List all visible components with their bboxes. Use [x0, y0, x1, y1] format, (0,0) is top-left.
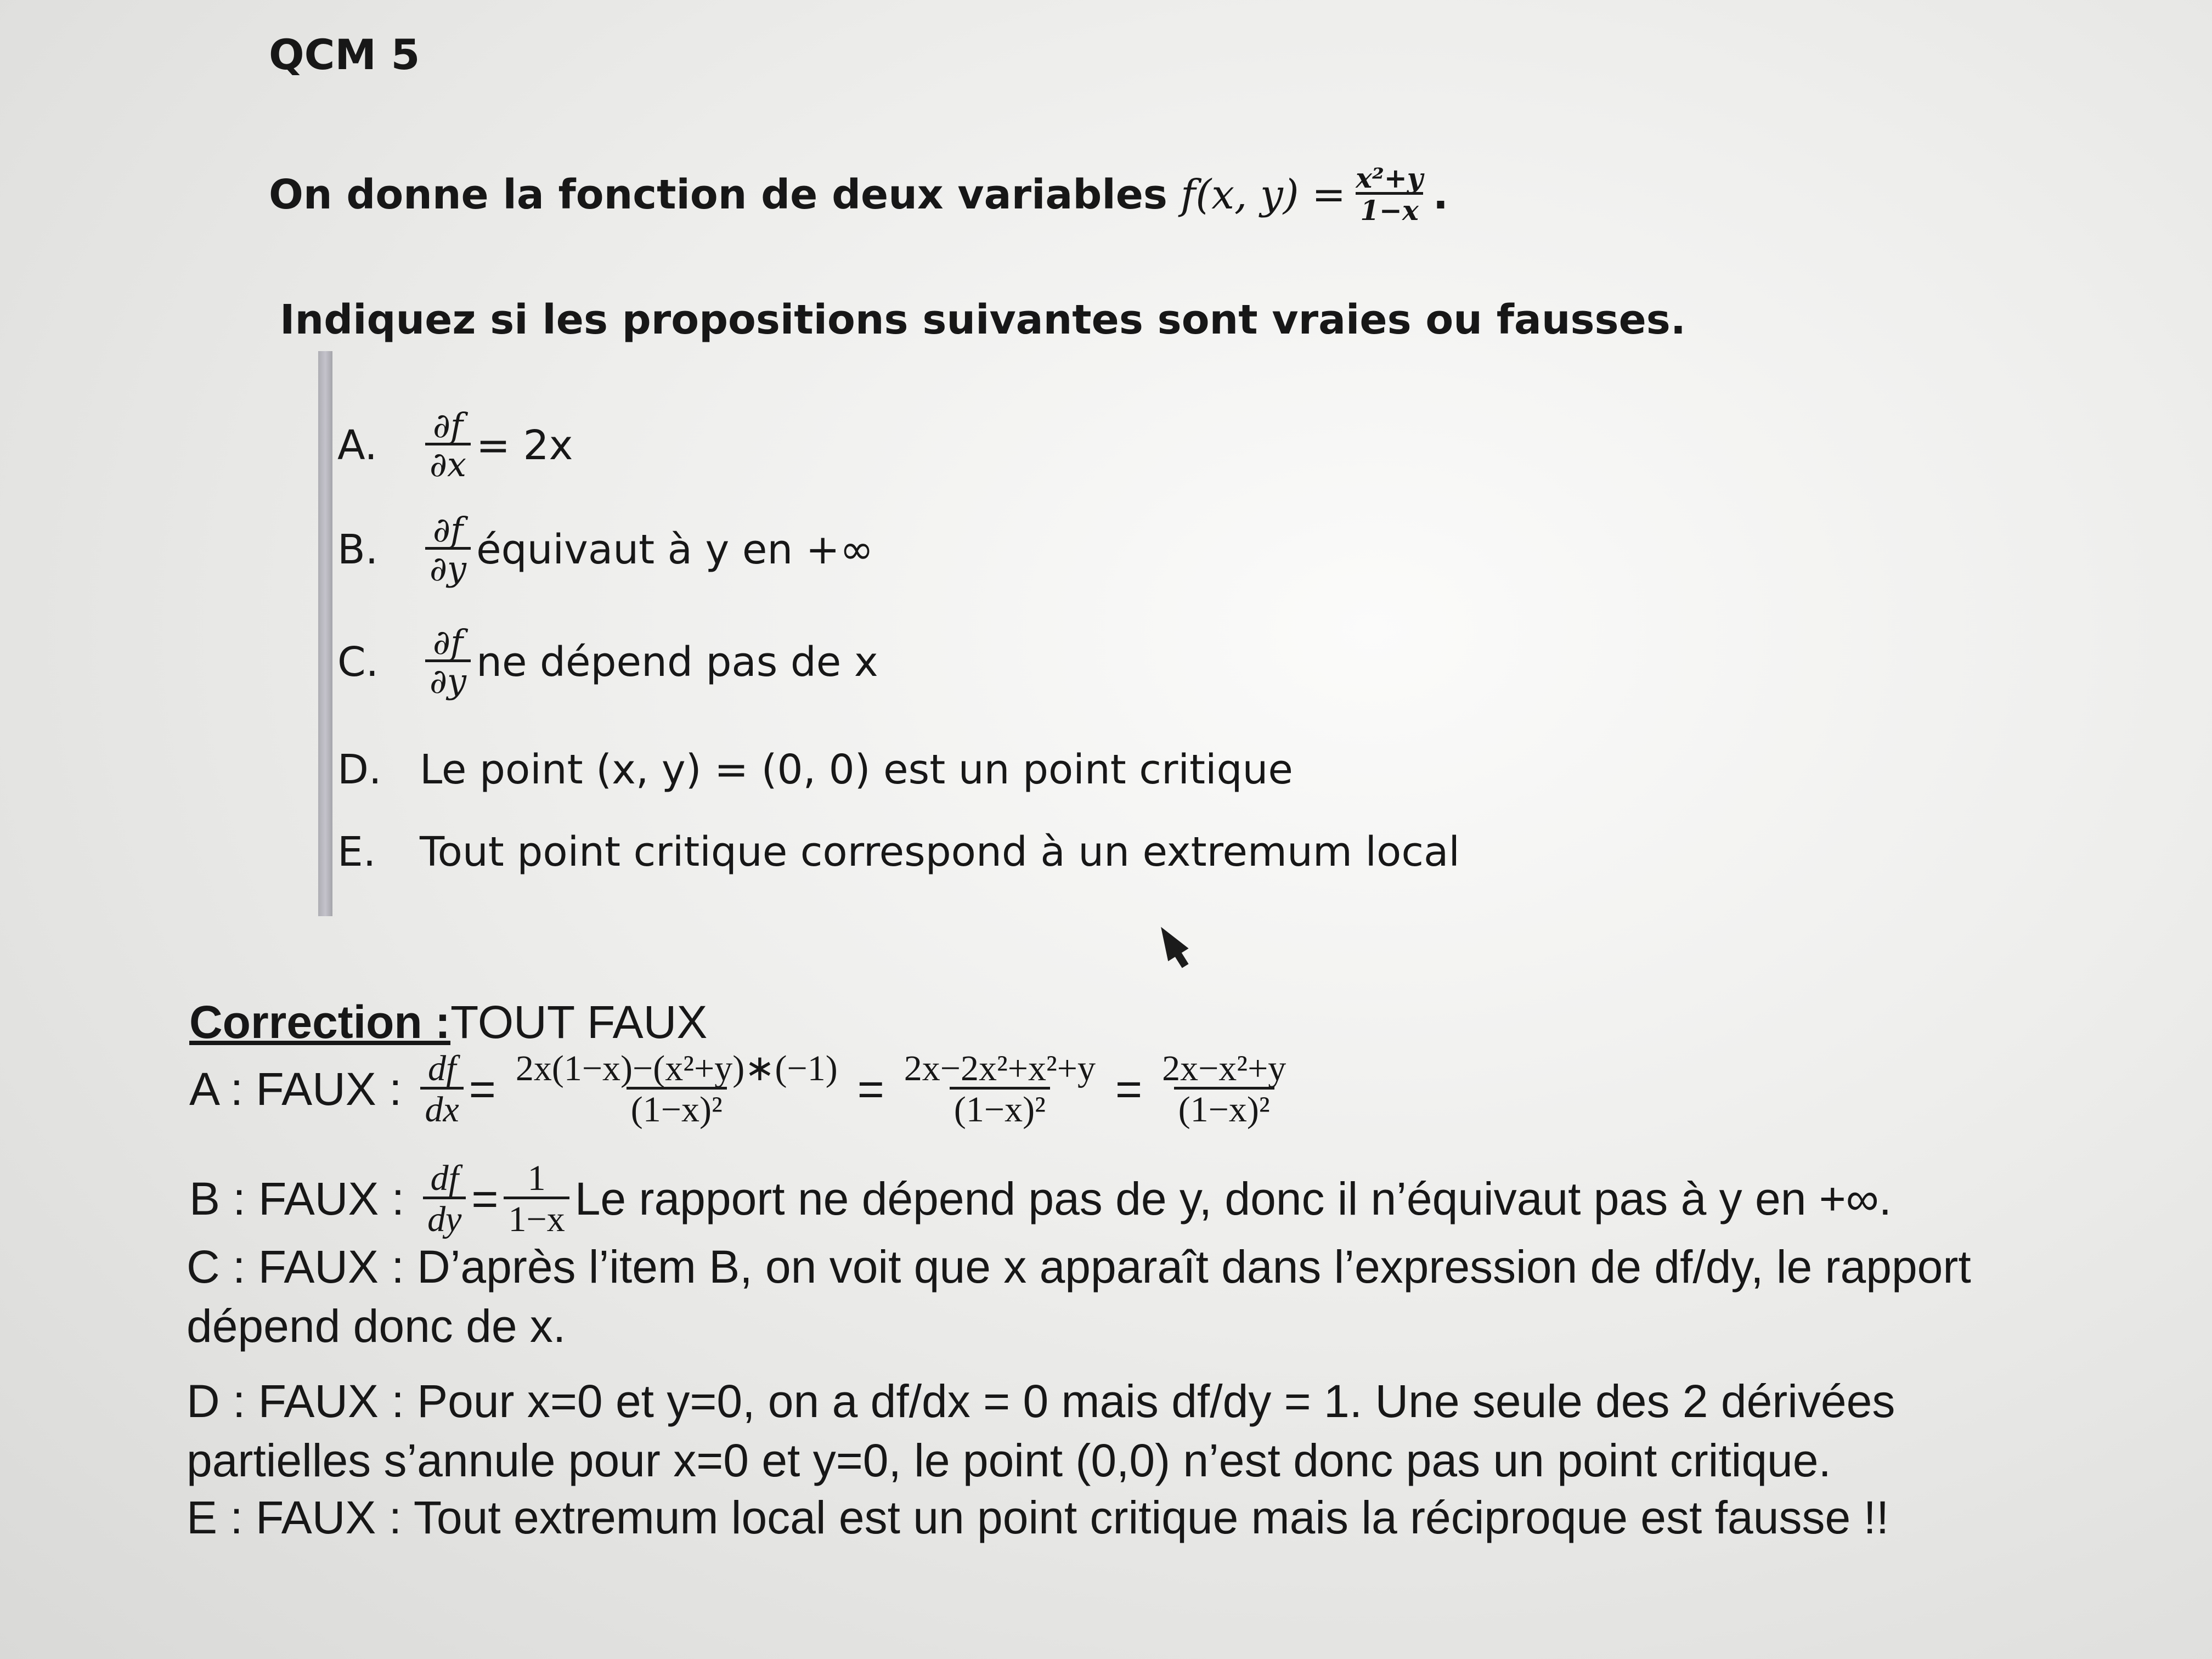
correction-label: A : FAUX :: [189, 1063, 402, 1115]
frac-den: (1−x)²: [627, 1087, 727, 1128]
frac-den: ∂y: [425, 659, 471, 698]
correction-b: [189, 1160, 1892, 1238]
equals-sign: =: [471, 1173, 499, 1224]
partial-fraction: [425, 405, 471, 484]
correction-label: E : FAUX :: [187, 1492, 402, 1543]
mouse-cursor-icon: [1150, 921, 1188, 961]
frac-den: dy: [423, 1197, 466, 1238]
item-text: ne dépend pas de x: [476, 638, 878, 686]
frac-num: 2x−x²+y: [1162, 1048, 1286, 1088]
item-text: = 2x: [476, 421, 573, 469]
item-b: [337, 510, 874, 589]
item-text: Le point (x, y) = (0, 0) est un point critique: [420, 746, 1293, 793]
correction-d: [187, 1372, 2052, 1490]
function-numerator: x²+y: [1356, 162, 1423, 194]
correction-heading: Correction :: [189, 996, 451, 1048]
correction-text: Tout extremum local est un point critique mais la réciproque est fausse !!: [402, 1492, 1889, 1543]
correction-c: [187, 1237, 2052, 1356]
function-end: .: [1432, 171, 1448, 218]
frac-num: ∂f: [433, 510, 464, 550]
correction-text: D’après l’item B, on voit que x apparaît dans l’expression de df/dy, le rapport dépend donc de x.: [187, 1241, 1971, 1352]
item-d: [337, 746, 1293, 793]
frac-den: (1−x)²: [1174, 1087, 1274, 1128]
equals-sign: =: [857, 1063, 884, 1115]
step-fraction-3: [1158, 1048, 1290, 1130]
frac-num: 2x(1−x)−(x²+y)∗(−1): [515, 1048, 838, 1088]
item-text: équivaut à y en +∞: [476, 526, 874, 573]
frac-num: ∂f: [433, 405, 464, 445]
correction-verdict: TOUT FAUX: [450, 996, 708, 1048]
function-lhs: f(x, y) =: [1180, 171, 1346, 218]
frac-den: 1−x: [504, 1197, 569, 1238]
equals-sign: =: [1115, 1063, 1143, 1115]
function-denominator: 1−x: [1356, 192, 1423, 224]
function-fraction: [1351, 162, 1427, 227]
correction-text: Le rapport ne dépend pas de y, donc il n’équivaut pas à y en +∞.: [574, 1173, 1892, 1224]
step-fraction-2: [900, 1048, 1100, 1130]
correction-label: D : FAUX :: [187, 1375, 404, 1427]
qcm-intro: [269, 162, 1448, 227]
frac-den: ∂y: [425, 547, 471, 586]
derivative-fraction: [423, 1160, 466, 1238]
frac-den: (1−x)²: [950, 1087, 1050, 1128]
item-letter: E.: [337, 828, 376, 876]
item-letter: C.: [337, 638, 379, 686]
frac-num: 2x−2x²+x²+y: [904, 1048, 1096, 1088]
item-letter: A.: [337, 421, 377, 469]
correction-label: B : FAUX :: [189, 1173, 405, 1224]
frac-num: df: [427, 1048, 456, 1088]
correction-label: C : FAUX :: [187, 1241, 404, 1293]
item-e: [337, 828, 1460, 876]
step-fraction-1: [511, 1048, 842, 1130]
result-fraction: [504, 1160, 569, 1238]
item-a: [337, 405, 573, 484]
derivative-fraction: [420, 1048, 463, 1130]
correction-a: [189, 1048, 1306, 1130]
instruction: Indiquez si les propositions suivantes sont vraies ou fausses.: [280, 296, 1686, 343]
item-letter: D.: [337, 746, 382, 793]
equals-sign: =: [469, 1063, 496, 1115]
qcm-title: QCM 5: [269, 30, 420, 79]
margin-bar: [318, 351, 332, 916]
intro-text: On donne la fonction de deux variables: [269, 171, 1167, 218]
item-text: Tout point critique correspond à un extremum local: [420, 828, 1460, 876]
frac-num: ∂f: [433, 622, 464, 662]
frac-den: ∂x: [425, 443, 471, 482]
item-letter: B.: [337, 526, 379, 573]
frac-num: df: [430, 1158, 459, 1198]
partial-fraction: [425, 510, 471, 589]
correction-heading-line: [189, 996, 707, 1049]
frac-den: dx: [420, 1087, 463, 1128]
item-c: [337, 622, 878, 701]
partial-fraction: [425, 622, 471, 701]
correction-e: [187, 1488, 2052, 1547]
frac-num: 1: [527, 1158, 546, 1198]
correction-text: Pour x=0 et y=0, on a df/dx = 0 mais df/dy = 1. Une seule des 2 dérivées partielles s’annule pour x=0 et y=0, le point (0,0) n’est donc pas un point critique.: [187, 1375, 1895, 1486]
